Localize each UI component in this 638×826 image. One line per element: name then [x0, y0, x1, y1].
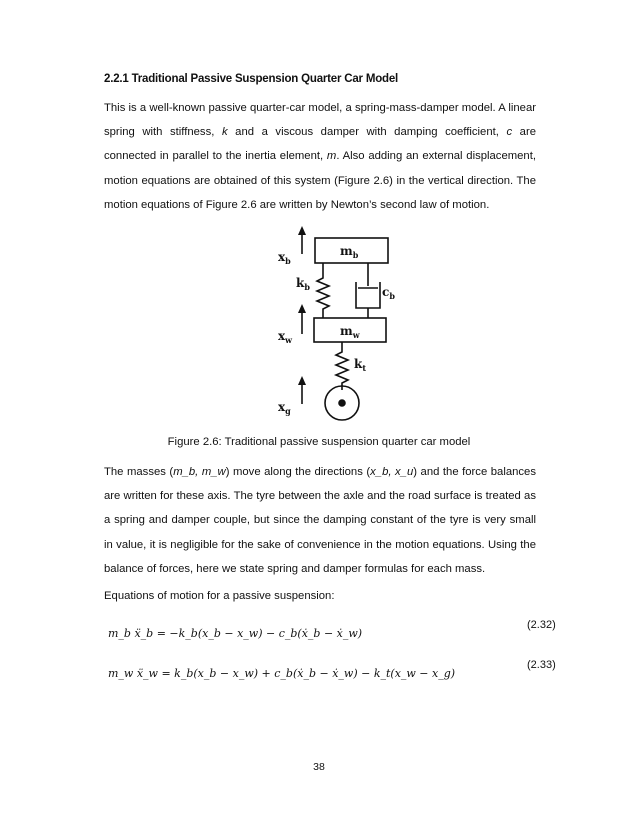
quarter-car-figure	[270, 222, 410, 422]
para1-text-2: and a viscous damper with damping coefficient,	[227, 126, 507, 139]
section-heading: 2.2.1 Traditional Passive Suspension Quarter Car Model	[104, 73, 399, 85]
para1-text-1: This is a well-known passive quarter-car model, a spring-mass-damper model. A linear spring with stiffness,	[104, 102, 536, 139]
xw-arrow-head	[298, 304, 306, 313]
label-kb: $k_b$	[296, 276, 310, 292]
equations-lead: Equations of motion for a passive suspension:	[104, 590, 335, 602]
label-mw: $m_w$	[340, 324, 360, 340]
para1-text-3: are connected in parallel to the inertia element,	[104, 126, 537, 163]
label-mb: $m_b$	[340, 244, 359, 260]
equation-number-2-33: (2.33)	[527, 659, 556, 671]
xb-arrow-head	[298, 226, 306, 235]
para1-var-c: c	[506, 126, 513, 139]
masses-math: m_b, m_w	[173, 466, 226, 478]
para2-text-3: ) and the force balances are written for these axis. The tyre between the axle and the road surface is treated as a spring and damper couple, but since the damping constant of the tyre is very small in value, it is negligible for the sake of convenience in the motion equations. Using the balance of forces, here we state spring and damper formulas for each mass.	[104, 466, 536, 575]
cb-damper	[356, 263, 380, 318]
para1-text-4: . Also adding an external displacement, motion equations are obtained of this system (Figure 2.6) in the vertical direction. The motion equations of Figure 2.6 are written by Newton’s second law of motion.	[104, 150, 536, 211]
label-cb: $c_b$	[382, 285, 395, 301]
para2-text-1: The masses (	[104, 466, 174, 478]
wheel-hub	[339, 400, 345, 406]
paragraph-masses	[104, 460, 536, 581]
label-xw: $x_w$	[278, 329, 293, 345]
label-xb: $x_b$	[278, 250, 291, 266]
kb-spring	[317, 263, 329, 318]
label-kt: $k_t$	[354, 357, 367, 373]
equation-2-33: m_w ẍ_w = k_b(x_b − x_w) + c_b(ẋ_b − ẋ_w) − k_t(x_w − x_g)	[108, 667, 456, 680]
kt-spring	[336, 342, 348, 390]
equation-number-2-32: (2.32)	[527, 619, 556, 631]
label-xg: $x_g$	[278, 400, 291, 416]
figure-caption: Figure 2.6: Traditional passive suspension quarter car model	[167, 436, 471, 448]
xg-arrow-head	[298, 376, 306, 385]
equation-2-32: m_b ẍ_b = −k_b(x_b − x_w) − c_b(ẋ_b − ẋ_w)	[108, 627, 363, 640]
paragraph-intro	[104, 96, 536, 217]
page-number: 38	[313, 761, 325, 773]
para1-var-m: m	[326, 150, 337, 163]
para2-text-2: ) move along the directions (	[225, 466, 371, 478]
directions-math: x_b, x_u	[370, 466, 414, 478]
para1-var-k: k	[221, 126, 228, 139]
